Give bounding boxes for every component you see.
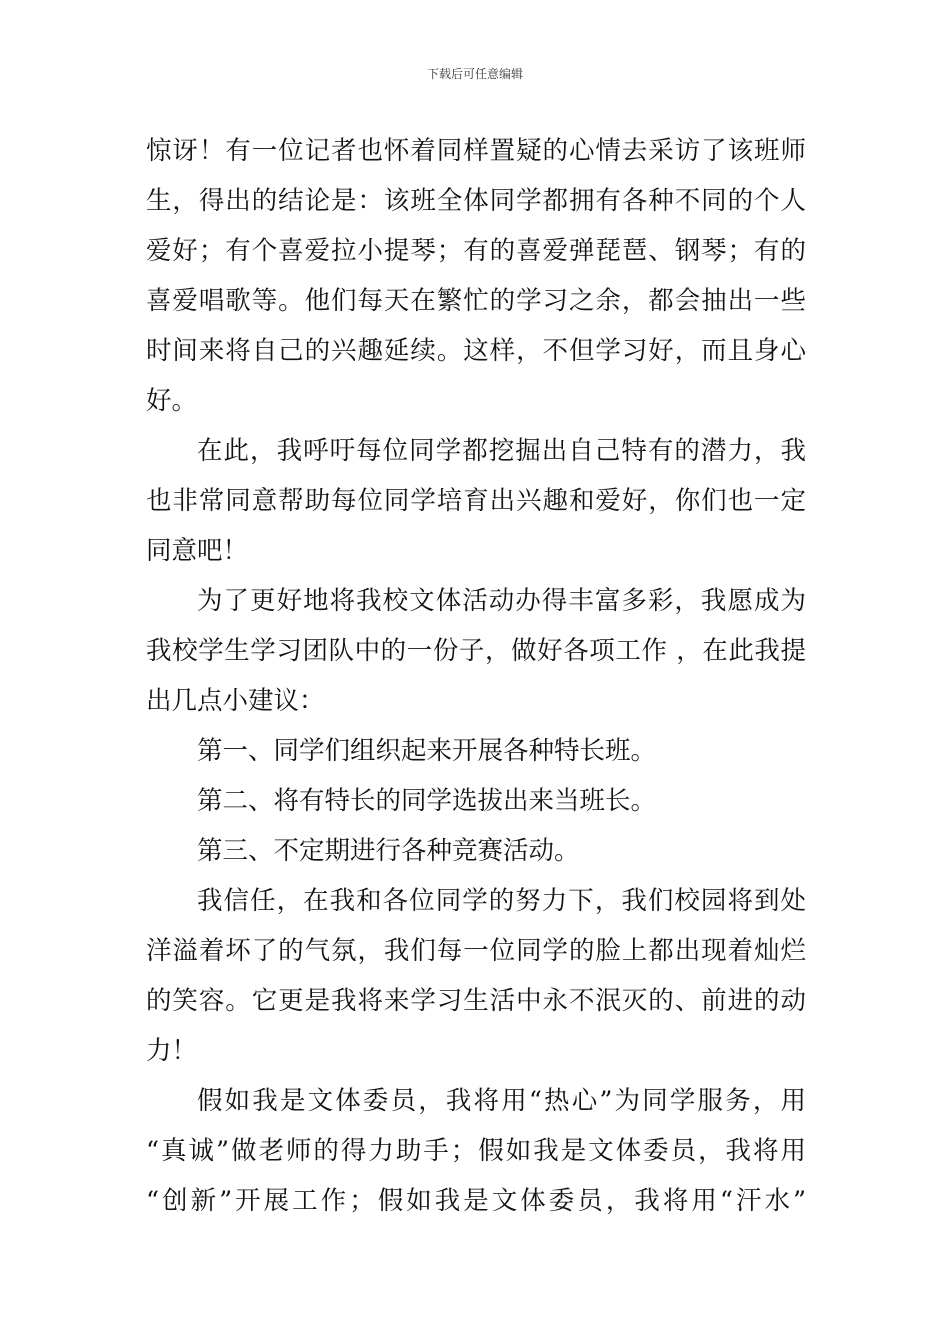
paragraph (146, 876, 806, 1076)
paragraph (146, 1076, 806, 1226)
text-line: 喜爱唱歌等。他们每天在繁忙的学习之余，都会抽出一些 (146, 286, 806, 316)
text-line: 好。 (146, 386, 198, 416)
text-line: 我校学生学习团队中的一份子，做好各项工作 ，在此我提 (146, 636, 806, 666)
text-line: 假如我是文体委员，我将用“热心”为同学服务，用 (197, 1086, 806, 1116)
text-line: 同意吧！ (146, 536, 249, 566)
text-line: 时间来将自己的兴趣延续。这样，不但学习好，而且身心 (146, 336, 806, 366)
text-line: 也非常同意帮助每位同学培育出兴趣和爱好，你们也一定 (146, 486, 806, 516)
text-line: 在此，我呼吁每位同学都挖掘出自己特有的潜力，我 (197, 436, 806, 466)
paragraph (146, 576, 806, 726)
text-line: 力！ (146, 1036, 198, 1066)
text-line: 爱好；有个喜爱拉小提琴；有的喜爱弹琵琶、钢琴；有的 (146, 236, 806, 266)
text-line: 洋溢着坏了的气氛，我们每一位同学的脸上都出现着灿烂 (146, 936, 806, 966)
text-line: 第二、将有特长的同学选拔出来当班长。 (197, 786, 657, 816)
text-line: 第三、不定期进行各种竞赛活动。 (197, 836, 580, 866)
paragraph (146, 126, 806, 426)
text-line: 为了更好地将我校文体活动办得丰富多彩，我愿成为 (197, 586, 806, 616)
paragraph (146, 826, 806, 876)
paragraph (146, 726, 806, 776)
text-line: 惊讶！有一位记者也怀着同样置疑的心情去采访了该班师 (146, 136, 806, 166)
text-line: 生，得出的结论是：该班全体同学都拥有各种不同的个人 (146, 186, 806, 216)
page-header: 下载后可任意编辑 (426, 67, 523, 81)
text-line: 我信任，在我和各位同学的努力下，我们校园将到处 (197, 886, 806, 916)
text-line: 出几点小建议： (146, 686, 325, 716)
paragraph (146, 426, 806, 576)
text-line: “创新”开展工作；假如我是文体委员，我将用“汗水” (146, 1186, 806, 1216)
text-line: 第一、同学们组织起来开展各种特长班。 (197, 736, 657, 766)
text-line: 的笑容。它更是我将来学习生活中永不泯灭的、前进的动 (146, 986, 806, 1016)
paragraph (146, 776, 806, 826)
text-line: “真诚”做老师的得力助手；假如我是文体委员，我将用 (146, 1136, 806, 1166)
document-body (146, 126, 806, 1226)
